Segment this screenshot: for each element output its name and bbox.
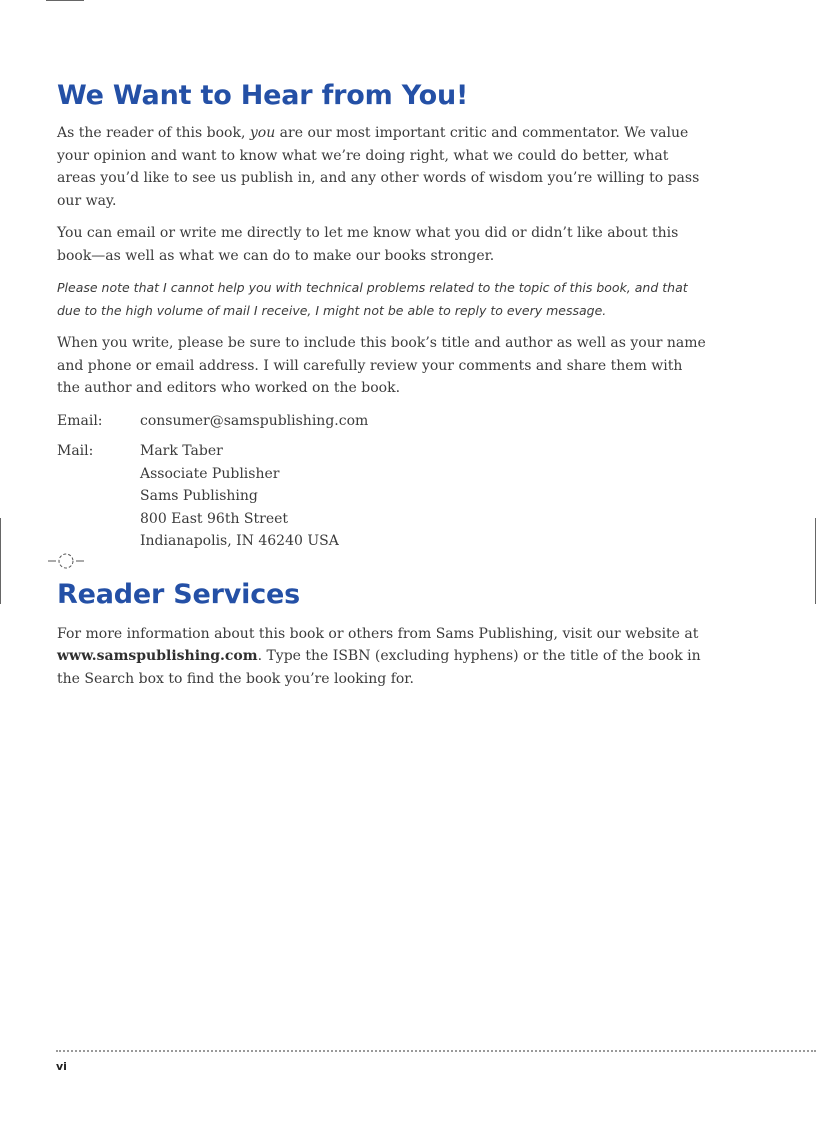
section-heading-hear-from-you: We Want to Hear from You!: [57, 80, 469, 111]
note-paragraph: Please note that I cannot help you with technical problems related to the topic of this book, and that due to the high volume of mail I receive, I might not be able to reply to every message.: [57, 280, 688, 318]
intro-text-end: are our most important critic and commentator. We value your opinion and want to know what we’re doing right, what we could do better, what areas you’d like to see us publish in, and any other words of wisdom you’re willing to pass our way.: [57, 125, 700, 209]
mail-address-line: Associate Publisher: [140, 465, 280, 482]
reader-services-paragraph: [57, 623, 707, 691]
mail-address-line: 800 East 96th Street: [140, 510, 289, 527]
website-link[interactable]: www.samspublishing.com: [57, 648, 258, 664]
email-value[interactable]: consumer@samspublishing.com: [140, 412, 369, 429]
crop-mark-left: [0, 518, 1, 604]
page-content: [57, 76, 707, 700]
intro-paragraph: [57, 122, 707, 212]
email-label: Email:: [57, 412, 103, 429]
mail-label: Mail:: [57, 443, 94, 459]
footer-rule: [56, 1050, 816, 1052]
crop-mark-top: [46, 0, 84, 1]
section-heading-reader-services: Reader Services: [57, 578, 300, 610]
mail-row: [57, 440, 707, 553]
mail-address-line: Mark Taber: [140, 443, 223, 459]
page-number: vi: [56, 1060, 67, 1073]
mail-address-line: Indianapolis, IN 46240 USA: [140, 533, 339, 549]
email-write-paragraph: You can email or write me directly to let me know what you did or didn’t like about this book—as well as what we can do to make our books stronger.: [57, 225, 679, 264]
intro-text-start: As the reader of this book,: [57, 125, 250, 141]
reader-services-text-start: For more information about this book or others from Sams Publishing, visit our website at: [57, 625, 699, 642]
intro-emphasis: you: [249, 125, 276, 141]
mail-address: [140, 440, 339, 553]
reader-services-text-end: . Type the ISBN (excluding hyphens) or the title of the book in the Search box to find the book you’re looking for.: [57, 648, 701, 687]
email-row: [57, 410, 707, 433]
mail-address-line: Sams Publishing: [140, 488, 258, 504]
include-info-paragraph: When you write, please be sure to include this book’s title and author as well as your name and phone or email address. I will carefully review your comments and share them with the author and editors who worked on the book.: [57, 335, 706, 396]
